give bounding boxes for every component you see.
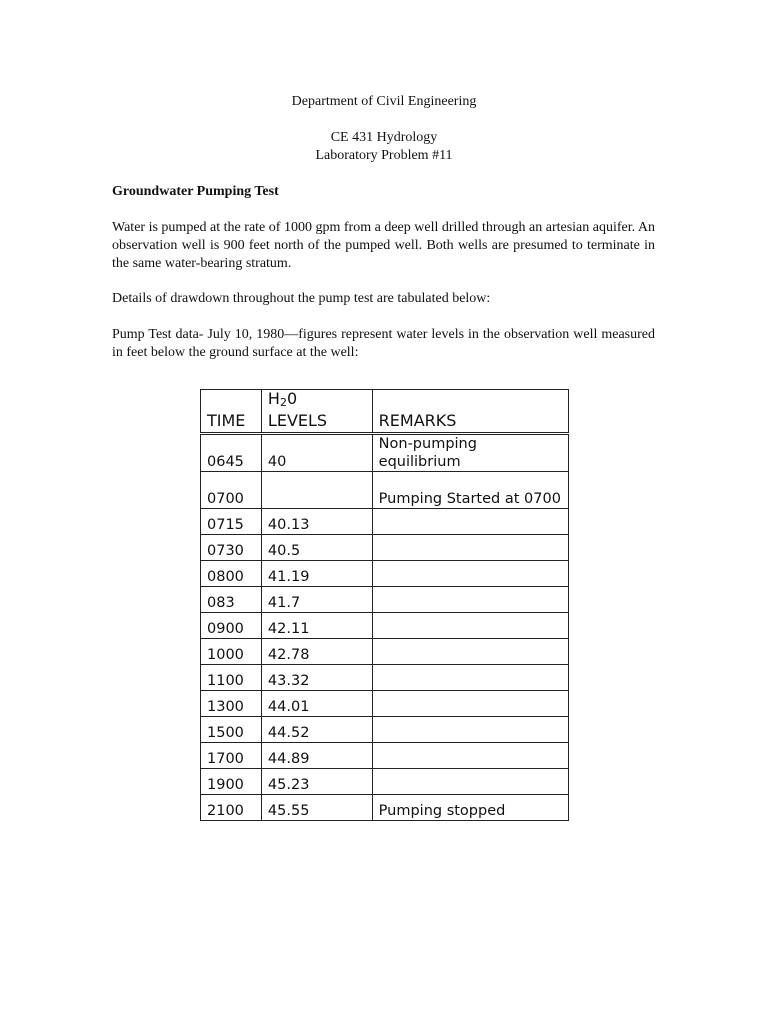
header-levels-o: 0	[286, 389, 298, 408]
cell-level: 40	[261, 434, 372, 472]
cell-level	[261, 472, 372, 509]
paragraph-details: Details of drawdown throughout the pump test are tabulated below:	[112, 291, 491, 306]
cell-time: 1900	[201, 769, 262, 795]
table-row	[201, 665, 569, 691]
header-levels-word: LEVELS	[267, 411, 328, 430]
cell-level: 40.5	[261, 535, 372, 561]
header-time: TIME	[201, 390, 262, 434]
cell-remark: Pumping stopped	[372, 795, 568, 821]
cell-time: 1500	[201, 717, 262, 743]
cell-level: 41.19	[261, 561, 372, 587]
table-row	[201, 691, 569, 717]
cell-level: 44.89	[261, 743, 372, 769]
cell-remark: Pumping Started at 0700	[372, 472, 568, 509]
cell-remark	[372, 535, 568, 561]
cell-time: 0715	[201, 509, 262, 535]
cell-time: 0900	[201, 613, 262, 639]
table-row	[201, 587, 569, 613]
cell-remark	[372, 561, 568, 587]
cell-remark	[372, 665, 568, 691]
cell-level: 45.23	[261, 769, 372, 795]
cell-remark	[372, 639, 568, 665]
header-levels-h: H	[267, 389, 280, 408]
paragraph-intro: Water is pumped at the rate of 1000 gpm from a deep well drilled through an artesian aquifer. An observation well is 900 feet north of the pumped well. Both wells are presumed to terminate in the same water-bearing stratum.	[112, 220, 655, 271]
cell-time: 0730	[201, 535, 262, 561]
table-header-row	[201, 390, 569, 434]
cell-level: 44.01	[261, 691, 372, 717]
table-row	[201, 561, 569, 587]
cell-level: 42.11	[261, 613, 372, 639]
table-row	[201, 613, 569, 639]
cell-remark: Non-pumping equilibrium	[372, 434, 568, 472]
table-row	[201, 509, 569, 535]
cell-level: 44.52	[261, 717, 372, 743]
cell-level: 42.78	[261, 639, 372, 665]
pump-test-table	[200, 389, 569, 821]
table-row	[201, 639, 569, 665]
cell-time: 1100	[201, 665, 262, 691]
cell-remark	[372, 717, 568, 743]
paragraph-pump-test: Pump Test data- July 10, 1980—figures represent water levels in the observation well measured in feet below the ground surface at the well:	[112, 327, 655, 360]
table-row	[201, 472, 569, 509]
cell-level: 45.55	[261, 795, 372, 821]
cell-time: 0645	[201, 434, 262, 472]
cell-remark	[372, 509, 568, 535]
cell-time: 2100	[201, 795, 262, 821]
cell-time: 1000	[201, 639, 262, 665]
header-levels	[261, 390, 372, 434]
table-row	[201, 434, 569, 472]
header-remarks: REMARKS	[372, 390, 568, 434]
table-row	[201, 795, 569, 821]
cell-remark	[372, 691, 568, 717]
department-title: Department of Civil Engineering	[291, 94, 477, 109]
table-row	[201, 535, 569, 561]
cell-remark	[372, 743, 568, 769]
cell-time: 1300	[201, 691, 262, 717]
section-heading: Groundwater Pumping Test	[112, 184, 279, 199]
table-row	[201, 717, 569, 743]
cell-level: 40.13	[261, 509, 372, 535]
problem-title: Laboratory Problem #11	[315, 148, 453, 163]
header-levels-subscript: 2	[279, 396, 287, 409]
cell-time: 1700	[201, 743, 262, 769]
table-row	[201, 743, 569, 769]
table-row	[201, 769, 569, 795]
cell-time: 0800	[201, 561, 262, 587]
cell-time: 0700	[201, 472, 262, 509]
cell-remark	[372, 769, 568, 795]
cell-level: 43.32	[261, 665, 372, 691]
cell-remark	[372, 587, 568, 613]
cell-time: 083	[201, 587, 262, 613]
cell-level: 41.7	[261, 587, 372, 613]
course-title: CE 431 Hydrology	[330, 130, 438, 145]
cell-remark	[372, 613, 568, 639]
